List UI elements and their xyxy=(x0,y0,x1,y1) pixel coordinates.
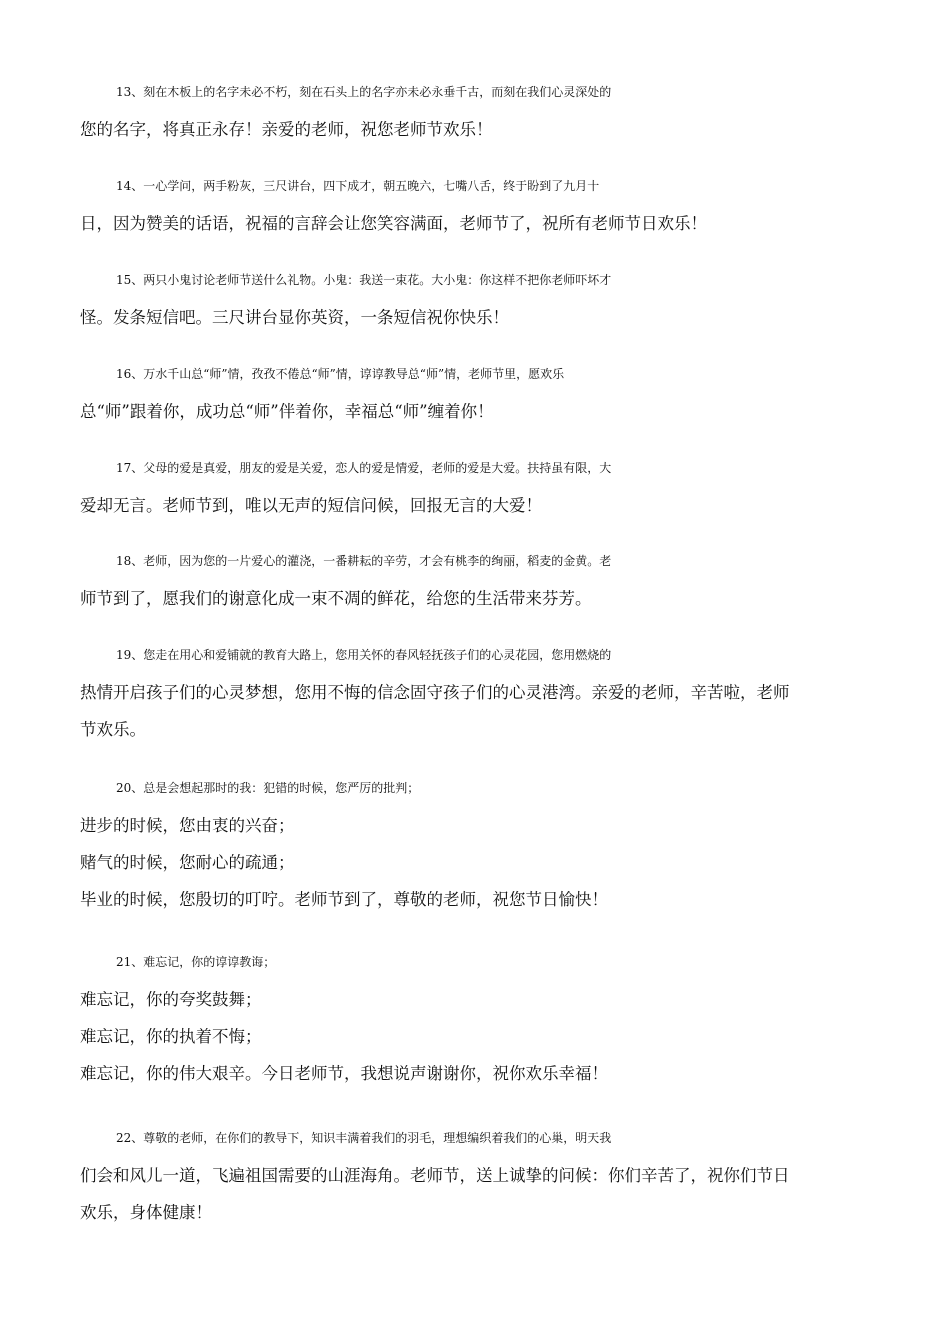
paragraph-18 xyxy=(80,543,870,617)
paragraph-line: 难忘记，你的夸奖鼓舞； xyxy=(80,990,262,1009)
paragraph-line: 20、总是会想起那时的我：犯错的时候，您严厉的批判； xyxy=(116,781,420,795)
paragraph-line: 21、难忘记，你的谆谆教诲； xyxy=(116,955,276,969)
paragraph-14 xyxy=(80,168,870,242)
paragraph-line: 欢乐，身体健康！ xyxy=(80,1203,212,1222)
paragraph-line: 爱却无言。老师节到，唯以无声的短信问候，回报无言的大爱！ xyxy=(80,496,542,515)
paragraph-line: 13、刻在木板上的名字未必不朽，刻在石头上的名字亦未必永垂千古，而刻在我们心灵深处的 xyxy=(116,85,612,99)
paragraph-line: 们会和风儿一道，飞遍祖国需要的山涯海角。老师节，送上诚挚的问候：你们辛苦了，祝你们节日 xyxy=(80,1166,790,1185)
paragraph-19 xyxy=(80,637,870,748)
paragraph-line: 怪。发条短信吧。三尺讲台显你英资，一条短信祝你快乐！ xyxy=(80,308,509,327)
paragraph-17 xyxy=(80,450,870,524)
paragraph-line: 16、万水千山总“师”情，孜孜不倦总“师”情，谆谆教导总“师”情，老师节里，愿欢乐 xyxy=(116,367,565,381)
paragraph-line: 进步的时候，您由衷的兴奋； xyxy=(80,816,295,835)
paragraph-line: 师节到了，愿我们的谢意化成一束不凋的鲜花，给您的生活带来芬芳。 xyxy=(80,589,592,608)
paragraph-line: 22、尊敬的老师，在你们的教导下，知识丰满着我们的羽毛，理想编织着我们的心巢，明天我 xyxy=(116,1131,612,1145)
paragraph-line: 难忘记，你的伟大艰辛。今日老师节，我想说声谢谢你，祝你欢乐幸福！ xyxy=(80,1064,608,1083)
paragraph-line: 节欢乐。 xyxy=(80,720,146,739)
paragraph-line: 15、两只小鬼讨论老师节送什么礼物。小鬼：我送一束花。大小鬼：你这样不把你老师吓坏才 xyxy=(116,273,612,287)
paragraph-line: 毕业的时候，您殷切的叮咛。老师节到了，尊敬的老师，祝您节日愉快！ xyxy=(80,890,608,909)
paragraph-13 xyxy=(80,74,870,148)
paragraph-22 xyxy=(80,1120,870,1231)
paragraph-line: 17、父母的爱是真爱，朋友的爱是关爱，恋人的爱是情爱，老师的爱是大爱。扶持虽有限，大 xyxy=(116,461,612,475)
paragraph-16 xyxy=(80,356,870,430)
paragraph-line: 难忘记，你的执着不悔； xyxy=(80,1027,262,1046)
paragraph-20 xyxy=(80,770,870,918)
paragraph-line: 总“师”跟着你，成功总“师”伴着你，幸福总“师”缠着你！ xyxy=(80,402,494,421)
paragraph-line: 日，因为赞美的话语，祝福的言辞会让您笑容满面，老师节了，祝所有老师节日欢乐！ xyxy=(80,214,707,233)
paragraph-21 xyxy=(80,944,870,1092)
paragraph-line: 18、老师，因为您的一片爱心的灌浇，一番耕耘的辛劳，才会有桃李的绚丽，稻麦的金黄。老 xyxy=(116,554,612,568)
paragraph-line: 您的名字，将真正永存！亲爱的老师，祝您老师节欢乐！ xyxy=(80,120,493,139)
paragraph-line: 赌气的时候，您耐心的疏通； xyxy=(80,853,295,872)
paragraph-line: 热情开启孩子们的心灵梦想，您用不悔的信念固守孩子们的心灵港湾。亲爱的老师，辛苦啦，老师 xyxy=(80,683,790,702)
paragraph-line: 19、您走在用心和爱铺就的教育大路上，您用关怀的春风轻抚孩子们的心灵花园，您用燃烧的 xyxy=(116,648,612,662)
paragraph-line: 14、一心学问，两手粉灰，三尺讲台，四下成才，朝五晚六，七嘴八舌，终于盼到了九月十 xyxy=(116,179,600,193)
paragraph-15 xyxy=(80,262,870,336)
